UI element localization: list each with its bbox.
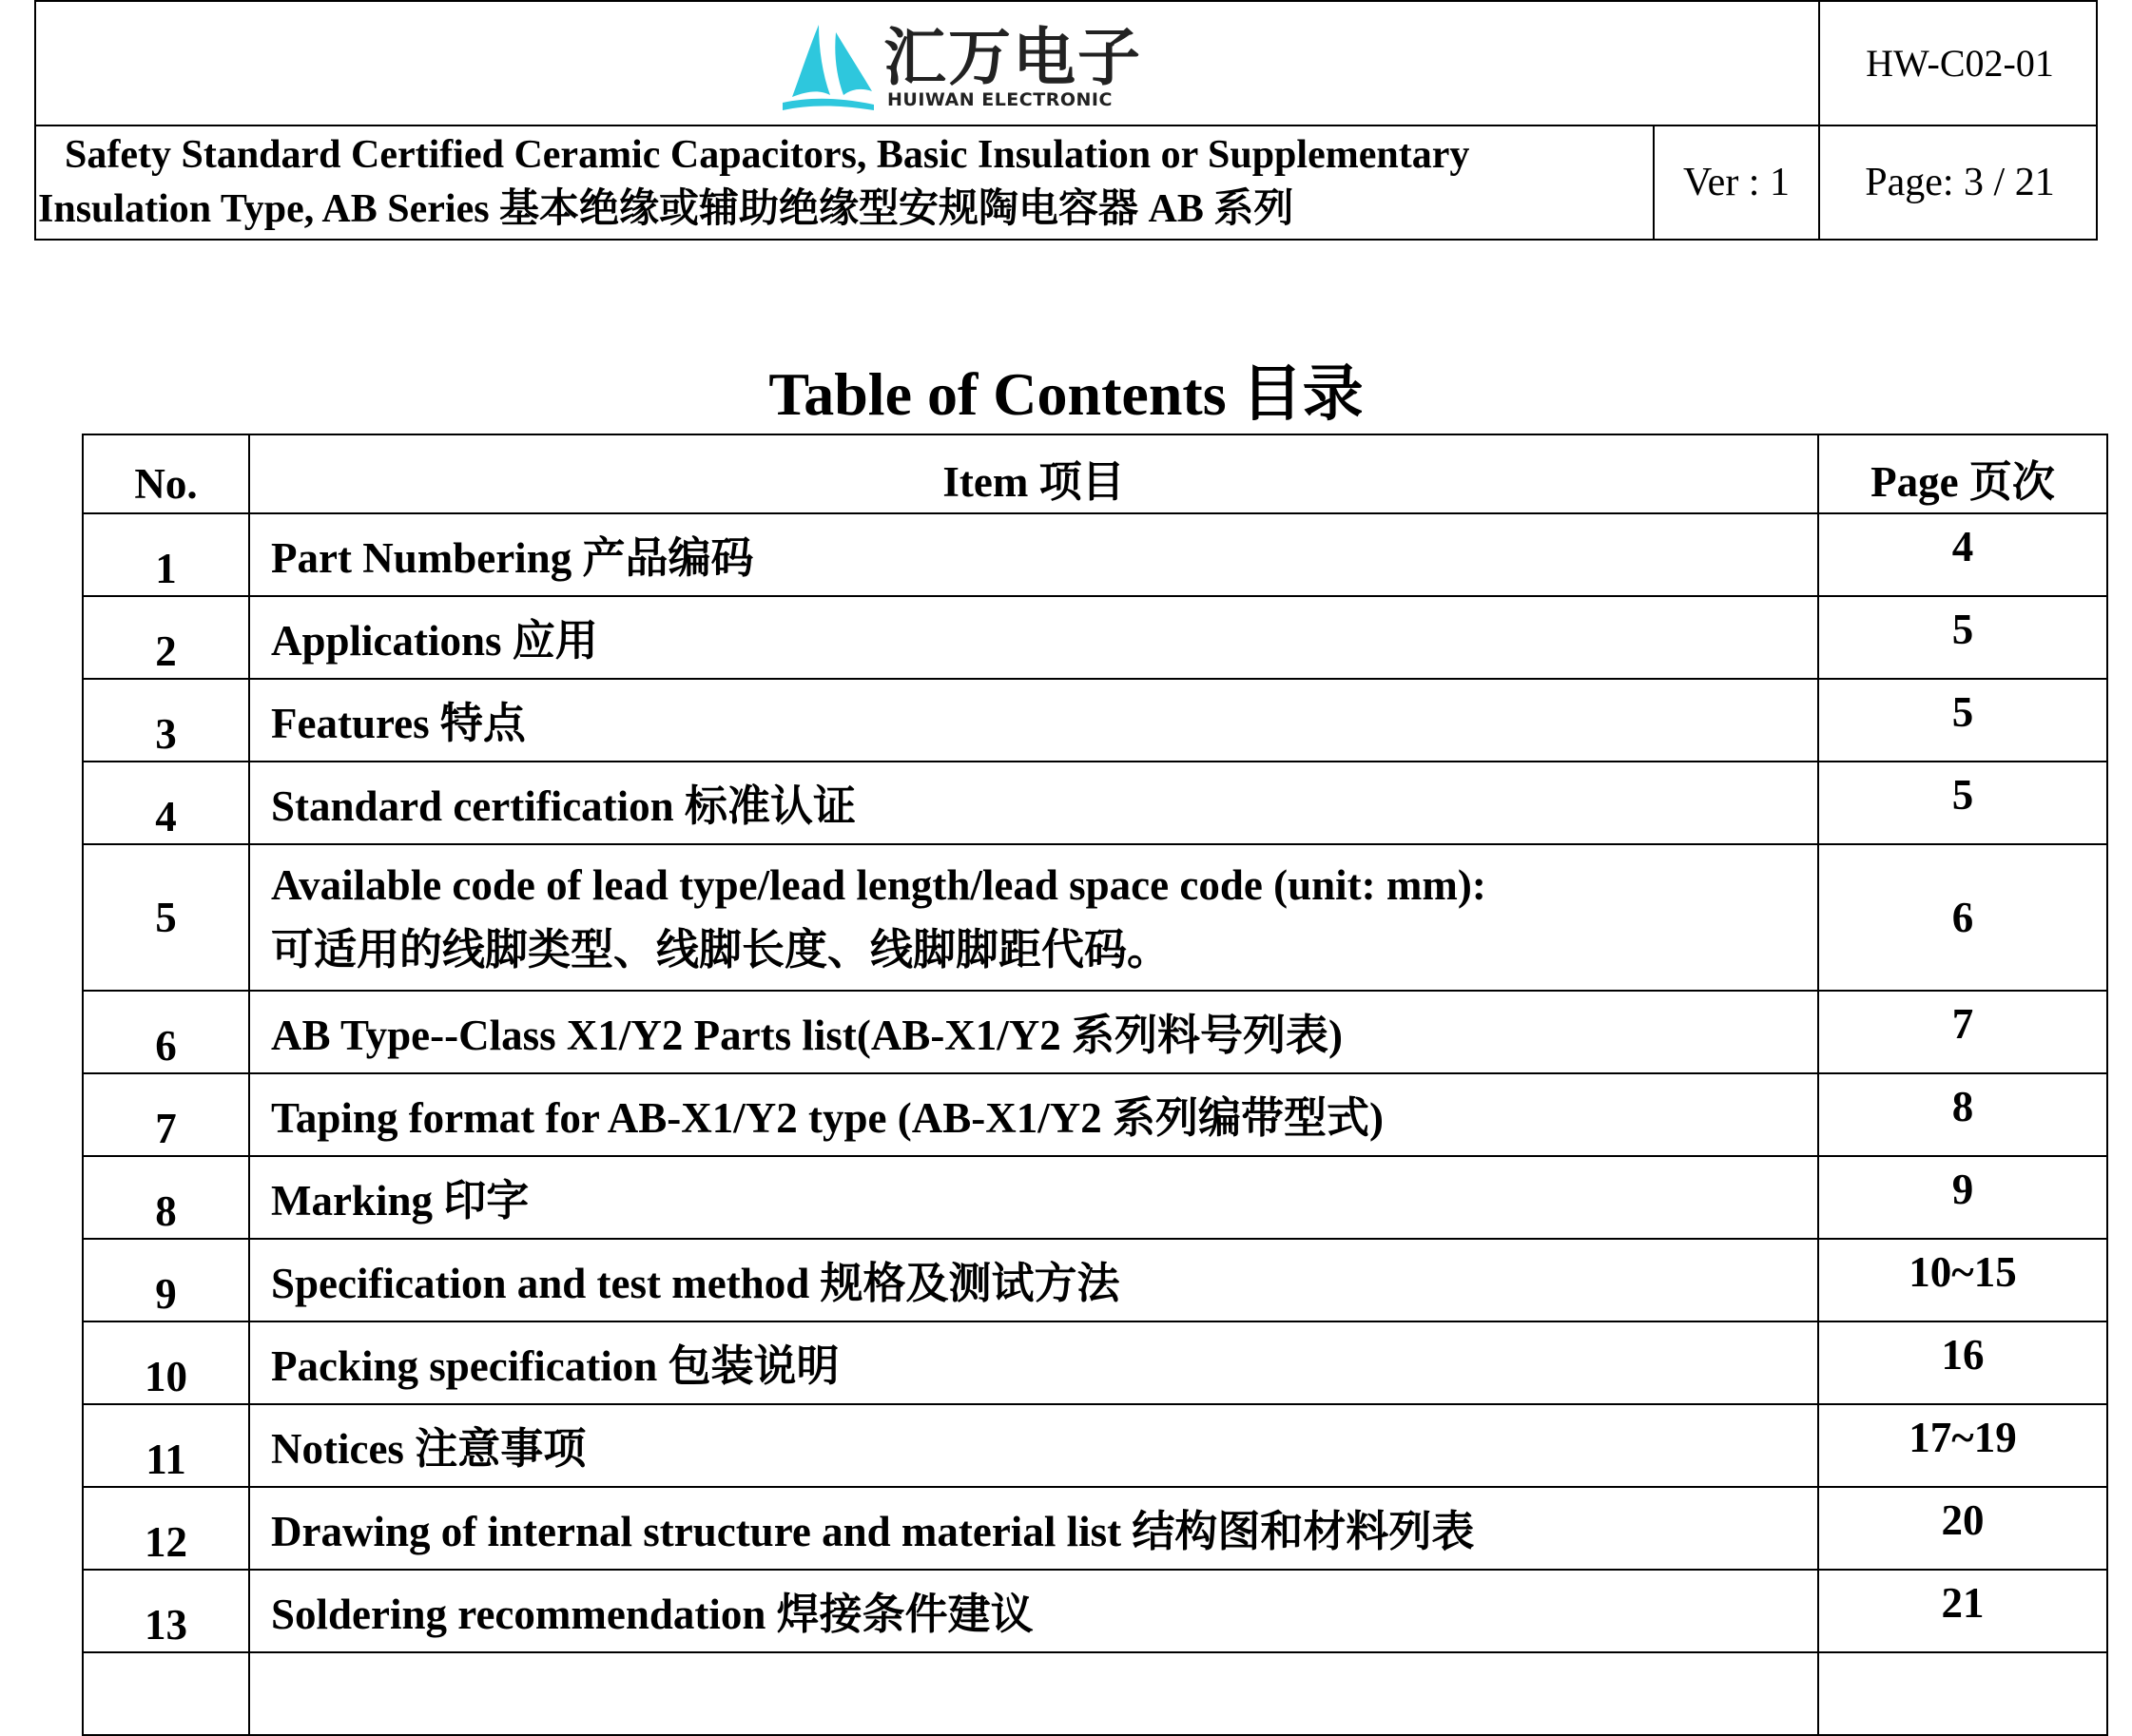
toc-row-page: 5 [1818, 762, 2107, 844]
header-bottom-row [36, 126, 2096, 239]
toc-row [83, 844, 2107, 991]
toc-row-page: 10~15 [1818, 1239, 2107, 1321]
page-number: Page: 3 / 21 [1865, 161, 2055, 204]
toc-row-no: 6 [83, 991, 249, 1073]
toc-header-item: Item 项目 [249, 434, 1818, 513]
toc-row-item: Marking 印字 [249, 1156, 1818, 1239]
toc-row-item [249, 844, 1818, 991]
toc-row-item: Drawing of internal structure and material list 结构图和材料列表 [249, 1487, 1818, 1570]
logo-cell [36, 2, 1820, 125]
toc-row-page: 17~19 [1818, 1404, 2107, 1487]
toc-row-page: 5 [1818, 596, 2107, 679]
toc-row-no: 2 [83, 596, 249, 679]
toc-row-item-line2: 可适用的线脚类型、线脚长度、线脚脚距代码。 [271, 926, 1171, 974]
toc-row-item: Soldering recommendation 焊接条件建议 [249, 1570, 1818, 1652]
toc-row-page: 6 [1818, 844, 2107, 991]
toc-row-item: Standard certification 标准认证 [249, 762, 1818, 844]
toc-row [83, 1156, 2107, 1239]
sail-logo-icon [781, 19, 876, 114]
toc-row [83, 679, 2107, 762]
toc-row-page: 16 [1818, 1321, 2107, 1404]
document-title [36, 126, 1655, 239]
toc-row [83, 1487, 2107, 1570]
header-top-row [36, 2, 2096, 126]
toc-header-page: Page 页次 [1818, 434, 2107, 513]
logo-chinese-name: 汇万电子 [883, 21, 1142, 94]
toc-row-no: 1 [83, 513, 249, 596]
toc-row [83, 596, 2107, 679]
toc-row [83, 991, 2107, 1073]
toc-row-no: 12 [83, 1487, 249, 1570]
toc-row-item: Specification and test method 规格及测试方法 [249, 1239, 1818, 1321]
toc-empty-cell [83, 1652, 249, 1735]
toc-header-row [83, 434, 2107, 513]
toc-empty-cell [249, 1652, 1818, 1735]
toc-row-item: Packing specification 包装说明 [249, 1321, 1818, 1404]
document-version: Ver : 1 [1655, 126, 1820, 239]
toc-row-no: 3 [83, 679, 249, 762]
logo-english-name: HUIWAN ELECTRONIC [887, 89, 1113, 110]
toc-row [83, 1321, 2107, 1404]
toc-row-item: Part Numbering 产品编码 [249, 513, 1818, 596]
toc-row-page: 5 [1818, 679, 2107, 762]
toc-row-item: AB Type--Class X1/Y2 Parts list(AB-X1/Y2 系列料号列表) [249, 991, 1818, 1073]
toc-row-page: 7 [1818, 991, 2107, 1073]
toc-row-page: 20 [1818, 1487, 2107, 1570]
toc-row-no: 5 [83, 844, 249, 991]
toc-table [82, 434, 2108, 1736]
toc-empty-cell [1818, 1652, 2107, 1735]
document-number: HW-C02-01 [1866, 42, 2054, 85]
toc-row-item: Taping format for AB-X1/Y2 type (AB-X1/Y2 系列编带型式) [249, 1073, 1818, 1156]
toc-header-no: No. [83, 434, 249, 513]
toc-row-no: 10 [83, 1321, 249, 1404]
document-title-line2: Insulation Type, AB Series 基本绝缘或辅助绝缘型安规陶电容器 AB 系列 [38, 187, 1294, 231]
toc-row-item: Applications 应用 [249, 596, 1818, 679]
toc-title: Table of Contents 目录 [768, 360, 1364, 428]
toc-row-page: 21 [1818, 1570, 2107, 1652]
toc-row [83, 1073, 2107, 1156]
toc-row-page: 9 [1818, 1156, 2107, 1239]
toc-row [83, 1239, 2107, 1321]
toc-row-no: 11 [83, 1404, 249, 1487]
toc-row [83, 513, 2107, 596]
toc-row-item: Notices 注意事项 [249, 1404, 1818, 1487]
toc-row [83, 1570, 2107, 1652]
toc-row [83, 1404, 2107, 1487]
toc-row-page: 8 [1818, 1073, 2107, 1156]
toc-row [83, 762, 2107, 844]
toc-row-no: 7 [83, 1073, 249, 1156]
document-title-line1: Safety Standard Certified Ceramic Capacitors, Basic Insulation or Supplementary [65, 133, 1470, 177]
toc-row-no: 9 [83, 1239, 249, 1321]
company-logo [781, 19, 1161, 114]
toc-row-no: 13 [83, 1570, 249, 1652]
toc-row-page: 4 [1818, 513, 2107, 596]
toc-row-no: 4 [83, 762, 249, 844]
toc-row-item: Features 特点 [249, 679, 1818, 762]
document-header [34, 0, 2098, 241]
toc-row-item-line1: Available code of lead type/lead length/lead space code (unit: mm): [271, 861, 1486, 909]
toc-row-no: 8 [83, 1156, 249, 1239]
toc-empty-row [83, 1652, 2107, 1735]
